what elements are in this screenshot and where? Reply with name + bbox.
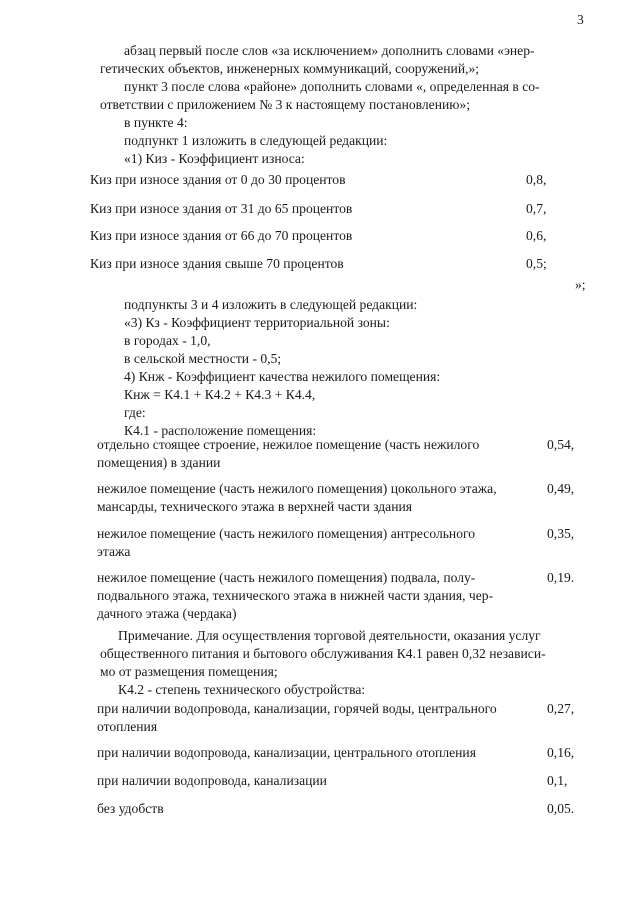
mid-line-2: «3) Кз - Коэффициент территориальной зоны: bbox=[124, 315, 390, 330]
location-row-line: мансарды, технического этажа в верхней части здания bbox=[97, 499, 412, 514]
wear-row-value: 0,5; bbox=[526, 256, 547, 271]
intro-line-7: «1) Киз - Коэффициент износа: bbox=[124, 151, 305, 166]
wear-row-label: Киз при износе здания свыше 70 процентов bbox=[90, 256, 344, 271]
mid-line-4: в сельской местности - 0,5; bbox=[124, 351, 282, 366]
tech-row-line: без удобств bbox=[97, 801, 164, 816]
intro-line-5: в пункте 4: bbox=[124, 115, 188, 130]
location-row-value: 0,54, bbox=[547, 437, 575, 452]
mid-line-8: К4.1 - расположение помещения: bbox=[124, 423, 317, 438]
location-row-line: нежилое помещение (часть нежилого помещения) подвала, полу- bbox=[97, 570, 476, 585]
location-row-line: этажа bbox=[97, 544, 131, 559]
intro-line-1: абзац первый после слов «за исключением» дополнить словами «энер- bbox=[124, 43, 535, 58]
location-row-value: 0,19. bbox=[547, 570, 575, 585]
note-line-1: Примечание. Для осуществления торговой деятельности, оказания услуг bbox=[118, 628, 541, 643]
wear-row-value: 0,8, bbox=[526, 172, 547, 187]
tech-row-line: при наличии водопровода, канализации, центрального отопления bbox=[97, 745, 476, 760]
wear-row-label: Киз при износе здания от 66 до 70 процентов bbox=[90, 228, 353, 243]
location-row-value: 0,35, bbox=[547, 526, 575, 541]
mid-line-1: подпункты 3 и 4 изложить в следующей редакции: bbox=[124, 297, 418, 312]
page-number: 3 bbox=[577, 12, 584, 27]
location-row-line: дачного этажа (чердака) bbox=[97, 606, 237, 621]
wear-close-quote: »; bbox=[575, 277, 586, 292]
location-row-line: подвального этажа, технического этажа в нижней части здания, чер- bbox=[97, 588, 494, 603]
intro-line-3: пункт 3 после слова «районе» дополнить словами «, определенная в со- bbox=[124, 79, 540, 94]
k42-title: К4.2 - степень технического обустройства: bbox=[118, 682, 366, 697]
location-row-line: нежилое помещение (часть нежилого помещения) цокольного этажа, bbox=[97, 481, 497, 496]
wear-row-label: Киз при износе здания от 0 до 30 процентов bbox=[90, 172, 346, 187]
tech-row-line: при наличии водопровода, канализации bbox=[97, 773, 327, 788]
mid-line-5: 4) Кнж - Коэффициент качества нежилого помещения: bbox=[124, 369, 441, 384]
tech-row-value: 0,05. bbox=[547, 801, 575, 816]
location-row-line: нежилое помещение (часть нежилого помещения) антресольного bbox=[97, 526, 476, 541]
mid-line-6: Кнж = К4.1 + К4.2 + К4.3 + К4.4, bbox=[124, 387, 316, 402]
intro-line-6: подпункт 1 изложить в следующей редакции: bbox=[124, 133, 388, 148]
mid-line-7: где: bbox=[124, 405, 146, 420]
location-row-line: помещения) в здании bbox=[97, 455, 221, 470]
wear-row-value: 0,7, bbox=[526, 201, 547, 216]
location-row-line: отдельно стоящее строение, нежилое помещение (часть нежилого bbox=[97, 437, 480, 452]
note-line-2: общественного питания и бытового обслуживания К4.1 равен 0,32 независи- bbox=[100, 646, 546, 661]
tech-row-line: при наличии водопровода, канализации, горячей воды, центрального bbox=[97, 701, 497, 716]
tech-row-value: 0,1, bbox=[547, 773, 568, 788]
mid-line-3: в городах - 1,0, bbox=[124, 333, 211, 348]
tech-row-line: отопления bbox=[97, 719, 158, 734]
tech-row-value: 0,27, bbox=[547, 701, 575, 716]
wear-row-value: 0,6, bbox=[526, 228, 547, 243]
note-line-3: мо от размещения помещения; bbox=[100, 664, 278, 679]
intro-line-2: гетических объектов, инженерных коммуникаций, сооружений,»; bbox=[100, 61, 480, 76]
tech-row-value: 0,16, bbox=[547, 745, 575, 760]
location-row-value: 0,49, bbox=[547, 481, 575, 496]
wear-row-label: Киз при износе здания от 31 до 65 процентов bbox=[90, 201, 353, 216]
intro-line-4: ответствии с приложением № 3 к настоящему постановлению»; bbox=[100, 97, 470, 112]
